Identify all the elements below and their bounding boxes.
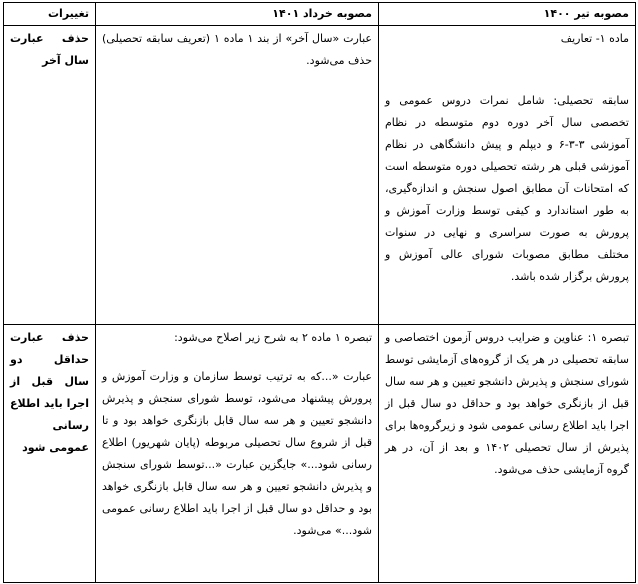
row1-article-body: سابقه تحصیلی: شامل نمرات دروس عمومی و تخصصی سال آخر دوره دوم متوسطه در نظام آموزشی ۳-۳-۶ و دیپلم و پیش دانشگاهی در نظام آموزشی قبلی هر رشته تحصیلی دوره متوسطه است که امتحانات آن مطابق اصول سنجش و اندازه‌گیری، به طور استاندارد و کیفی توسط وزارت آموزش و پرورش به صورت سراسری و نهایی در سنوات مختلف مطابق مصوبات شورای عالی آموزش و پرورش برگزار شده باشد. [385, 94, 629, 283]
header-changes: تغییرات [4, 3, 96, 26]
row2-khordad-1401-cell [96, 325, 379, 583]
comparison-table [3, 2, 636, 583]
row2-tir-1400-cell: تبصره ۱: عناوین و ضرایب دروس آزمون اختصاصی و سابقه تحصیلی در هر یک از گروه‌های آزمایشی توسط شورای سنجش و پذیرش دانشجو تعیین و هر سه سال قبل از بازنگری خواهد بود و حداقل دو سال قبل از اجرا باید اطلاع رسانی عمومی شود و زیرگروه‌ها برای پذیرش از سال تحصیلی ۱۴۰۲ و بعد از آن، در هر گروه آزمایشی حذف می‌شود. [379, 325, 636, 583]
row1-article-title: ماده ۱- تعاریف [560, 32, 629, 45]
table-row [4, 325, 636, 583]
header-row [4, 3, 636, 26]
header-tir-1400: مصوبه تیر ۱۴۰۰ [379, 3, 636, 26]
table-row [4, 26, 636, 325]
row2-change-cell: حذف عبارت حداقل دو سال قبل از اجرا باید اطلاع رسانی عمومی شود [4, 325, 96, 583]
header-khordad-1401: مصوبه خرداد ۱۴۰۱ [96, 3, 379, 26]
row2-amendment-title: تبصره ۱ ماده ۲ به شرح زیر اصلاح می‌شود: [174, 331, 372, 344]
row1-change-cell: حذف عبارت سال آخر [4, 26, 96, 325]
row1-khordad-1401-cell: عبارت «سال آخر» از بند ۱ ماده ۱ (تعریف سابقه تحصیلی) حذف می‌شود. [96, 26, 379, 325]
row1-tir-1400-cell [379, 26, 636, 325]
row2-amendment-body: عبارت «...که به ترتیب توسط سازمان و وزارت آموزش و پرورش پیشنهاد می‌شود، توسط شورای سنجش و پذیرش دانشجو تعیین و هر سه سال قابل بازنگری خواهد بود و تا قبل از شروع سال تحصیلی مربوطه (پایان شهریور) اطلاع رسانی شود...» جایگزین عبارت «...توسط شورای سنجش و پذیرش دانشجو تعیین و هر سه سال قابل بازنگری خواهد بود و حداقل دو سال قبل از اجرا باید اطلاع رسانی عمومی شود...» می‌شود. [102, 370, 372, 537]
